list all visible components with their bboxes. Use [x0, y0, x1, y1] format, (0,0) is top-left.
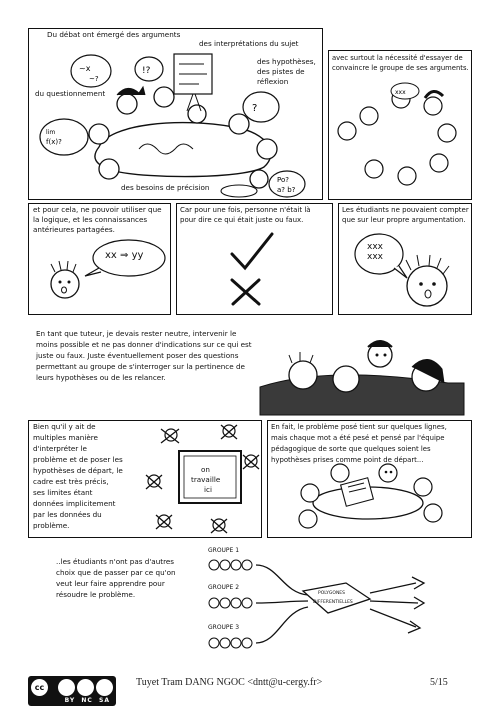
- debate-drawing: [29, 29, 324, 201]
- own-arg-drawing: [339, 204, 473, 316]
- frame-line-4: problème et de poser les: [33, 455, 123, 464]
- own-arg-line-1: Les étudiants ne pouvaient compter: [342, 206, 469, 214]
- frame-line-6: cadre est très précis,: [33, 477, 109, 486]
- panel-precise-problem: [267, 420, 472, 538]
- own-arg-line-2: que sur leur propre argumentation.: [342, 216, 466, 224]
- label-besoins: des besoins de précision: [121, 183, 210, 192]
- frame-line-7: ses limites étant: [33, 488, 93, 497]
- team-drawing: [268, 421, 473, 539]
- groups-converge-drawing: [28, 543, 472, 663]
- svg-text:a? b?: a? b?: [277, 186, 296, 194]
- book-label-2: DIFFERENTIELLES: [313, 600, 353, 605]
- by-icon: [58, 679, 75, 696]
- label-hypotheses-2: des pistes de: [257, 67, 305, 76]
- frame-line-10: problème.: [33, 521, 70, 530]
- sign-line-3: ici: [204, 485, 212, 494]
- choice-line-1: ..les étudiants n'ont pas d'autres: [56, 557, 175, 566]
- svg-text:?: ?: [252, 103, 258, 114]
- svg-text:f(x)?: f(x)?: [46, 138, 62, 146]
- panel-own-argumentation: [338, 203, 472, 315]
- logic-drawing: [29, 204, 172, 316]
- logic-line-2: la logique, et les connaissances: [33, 215, 148, 224]
- check-and-cross: [177, 204, 334, 316]
- group-3-label: GROUPE 3: [208, 624, 240, 631]
- logic-bubble-text: xx ⇒ yy: [105, 250, 144, 261]
- label-hypotheses-3: réflexion: [257, 77, 289, 86]
- frame-line-1: Bien qu'il y ait de: [33, 422, 96, 431]
- panel-no-answer: [176, 203, 333, 315]
- tutor-line-3: juste ou faux. Juste éventuellement poser des questions: [36, 351, 239, 360]
- frame-line-8: données implicitement: [33, 499, 116, 508]
- convince-line-2: convaincre le groupe de ses arguments.: [332, 64, 469, 72]
- choice-line-2: choix que de passer par ce qu'on: [56, 568, 176, 577]
- creative-commons-badge: [28, 676, 116, 706]
- license-labels: BY NC SA: [64, 697, 110, 704]
- circle-of-students: [329, 51, 473, 201]
- tutor-line-5: leurs hypothèses ou de les relancer.: [36, 373, 166, 382]
- panel-no-other-choice: [28, 543, 472, 663]
- sign-line-1: on: [201, 465, 210, 474]
- choice-line-4: résoudre le problème.: [56, 590, 136, 599]
- logic-line-1: et pour cela, ne pouvoir utiliser que: [33, 205, 162, 214]
- svg-text:~?: ~?: [89, 75, 99, 83]
- students-behind-table: [28, 325, 472, 417]
- panel-frame: [28, 420, 262, 538]
- tutor-line-2: moins possible et ne pas donner d'indications sur ce qui est: [36, 340, 252, 349]
- frame-line-3: d'interpréter le: [33, 444, 87, 453]
- label-interpretations: des interprétations du sujet: [199, 39, 299, 48]
- frame-line-9: par les données du: [33, 510, 102, 519]
- panel-logic: [28, 203, 171, 315]
- tutor-line-1: En tant que tuteur, je devais rester neutre, intervenir le: [36, 329, 237, 338]
- sign-line-2: travaille: [191, 475, 221, 484]
- own-arg-bubble-2: xxx: [367, 252, 383, 262]
- group-1-label: GROUPE 1: [208, 547, 240, 554]
- tutor-line-4: permettant au groupe de s'interroger sur la pertinence de: [36, 362, 245, 371]
- no-answer-line-1: Car pour une fois, personne n'était là: [180, 206, 311, 214]
- precise-line-1: En fait, le problème posé tient sur quelques lignes,: [271, 423, 447, 431]
- author-credit: Tuyet Tram DANG NGOC <dntt@u-cergy.fr>: [136, 677, 323, 688]
- precise-line-2: mais chaque mot a été pesé et pensé par l'équipe: [271, 434, 445, 442]
- frame-drawing: [29, 421, 263, 539]
- svg-text:lim: lim: [46, 129, 56, 136]
- cc-icon: cc: [31, 679, 48, 696]
- precise-line-4: hypothèses prises comme point de départ...: [271, 456, 424, 464]
- svg-text:xxx: xxx: [395, 89, 406, 96]
- panel-debate: [28, 28, 323, 200]
- label-questionnement: du questionnement: [35, 89, 106, 98]
- svg-text:Po?: Po?: [277, 176, 289, 184]
- label-hypotheses-1: des hypothèses,: [257, 57, 316, 66]
- frame-line-5: hypothèses de départ, le: [33, 466, 123, 475]
- no-answer-line-2: pour dire ce qui était juste ou faux.: [180, 216, 304, 224]
- sa-icon: [96, 679, 113, 696]
- svg-text:!?: !?: [142, 66, 151, 76]
- cross-icon: [232, 280, 259, 304]
- debate-caption: Du débat ont émergé des arguments: [47, 30, 181, 39]
- panel-convince: [328, 50, 472, 200]
- choice-line-3: veut leur faire apprendre pour: [56, 579, 165, 588]
- check-icon: [232, 234, 272, 268]
- frame-line-2: multiples manière: [33, 433, 98, 442]
- logic-line-3: antérieures partagées.: [33, 225, 115, 234]
- group-2-label: GROUPE 2: [208, 584, 240, 591]
- nc-icon: [77, 679, 94, 696]
- panel-tutor-neutral: [28, 325, 472, 417]
- svg-text:~x: ~x: [79, 64, 91, 73]
- book-label-1: POLYGONES: [318, 591, 346, 596]
- page-number: 5/15: [430, 677, 448, 688]
- own-arg-bubble-1: xxx: [367, 242, 383, 252]
- convince-line-1: avec surtout la nécessité d'essayer de: [332, 54, 463, 62]
- precise-line-3: pédagogique de sorte que quelques soient les: [271, 445, 431, 453]
